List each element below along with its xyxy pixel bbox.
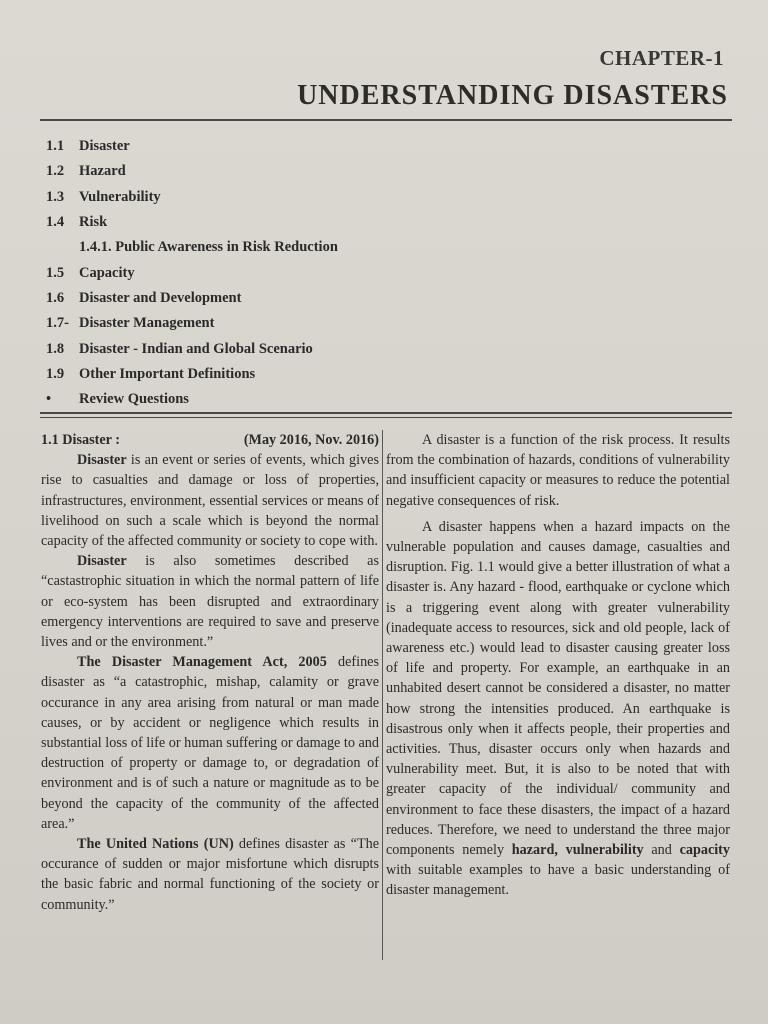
toc-title: Risk — [79, 214, 108, 231]
toc-title: Vulnerability — [79, 188, 161, 205]
keyword-vulnerability: vulnerability — [565, 842, 644, 859]
paragraph-text: defines disaster as “a catastrophic, mishap, calamity or grave occurance in any area arising from natural or man made causes, or by accident or negligence which results in substantial loss of life or human suffering or damage to and destruction of property or damage to, or degradation of environment and is of such a nature or magnitude as to be beyond the capacity of the community of the affected area.” — [41, 654, 379, 832]
toc-number: 1.3 — [46, 188, 65, 205]
paragraph-text: defines disaster as “The occurance of sudden or major misfortune which disrupts the basic fabric and normal functioning of the society or community.” — [41, 836, 379, 913]
title-rule — [40, 119, 732, 121]
column-divider — [382, 430, 383, 960]
toc-title: Capacity — [79, 264, 135, 281]
toc-number: 1.2 — [46, 163, 65, 180]
right-column — [386, 430, 730, 901]
left-column — [41, 430, 379, 915]
toc-bullet: • — [46, 391, 52, 408]
table-of-contents — [46, 134, 736, 412]
term-bold: The United Nations (UN) — [77, 836, 234, 853]
toc-item — [46, 286, 736, 311]
toc-number: 1.4 — [46, 214, 65, 231]
term-bold: Disaster — [77, 553, 127, 570]
toc-item — [46, 159, 736, 184]
chapter-label: CHAPTER-1 — [599, 46, 724, 70]
toc-item — [46, 185, 736, 210]
toc-title: Disaster — [79, 138, 130, 155]
section-heading — [41, 430, 379, 450]
toc-number: 1.6 — [46, 289, 65, 306]
paragraph — [41, 652, 379, 834]
toc-title: Review Questions — [79, 391, 189, 408]
paragraph — [41, 834, 379, 915]
toc-number: 1.7- — [46, 315, 69, 332]
toc-bottom-rule — [40, 412, 732, 414]
toc-title: Disaster - Indian and Global Scenario — [79, 340, 313, 357]
paragraph-text: is also sometimes described as “castastrophic situation in which the normal pattern of life or eco-system has been disrupted and extraordinary emergency interventions are required to save and preserve lives and or the environment.” — [41, 553, 379, 651]
paragraph-text: with suitable examples to have a basic understanding of disaster management. — [386, 862, 730, 899]
toc-item — [46, 134, 736, 159]
toc-number: 1.1 — [46, 138, 65, 155]
toc-title: Disaster and Development — [79, 289, 242, 306]
toc-title: Disaster Management — [79, 315, 215, 332]
paragraph — [41, 450, 379, 551]
paragraph — [386, 517, 730, 901]
toc-subitem — [46, 235, 736, 260]
paragraph-text: A disaster happens when a hazard impacts on the vulnerable population and causes damage, casualties and disruption. Fig. 1.1 would give a better illustration of what a disaster is. Any hazard - flood, earthquake or cyclone which is a triggering event along with greater vulnerability (inadequate access to resources, sick and old people, lack of awareness etc.) would lead to disaster causing greater loss of life and property. For example, an earthquake in an unhabited desert cannot be considered a disaster, no matter how strong the intensities produced. An earthquake is disastrous only when it affects people, their properties and activities. Thus, disaster occurs only when hazards and vulnerability meet. But, it is also to be noted that with greater capacity of the individual/ community and environment to face these disasters, the impact of a hazard reduces. Therefore, we need to understand the three major components nemely — [386, 518, 730, 859]
paragraph: A disaster is a function of the risk process. It results from the combination of hazards, conditions of vulnerability and insufficient capacity or measures to reduce the potential negative consequences of risk. — [386, 432, 730, 509]
toc-item — [46, 311, 736, 336]
toc-title: Other Important Definitions — [79, 365, 256, 382]
conjunction-text: and — [643, 842, 680, 859]
toc-number: 1.9 — [46, 365, 65, 382]
paragraph — [41, 551, 379, 652]
paragraph-text: is an event or series of events, which gives rise to casualties and damage or loss of properties, infrastructures, environment, essential services or means of livelihood on such a scale which is beyond the normal capacity of the affected community or society to cope with. — [41, 452, 379, 550]
toc-title: 1.4.1. Public Awareness in Risk Reduction — [79, 239, 338, 256]
term-bold: The Disaster Management Act, 2005 — [77, 654, 327, 671]
toc-item — [46, 387, 736, 412]
toc-item — [46, 362, 736, 387]
toc-item — [46, 210, 736, 235]
section-exam-dates: (May 2016, Nov. 2016) — [243, 432, 379, 448]
toc-title: Hazard — [79, 163, 126, 180]
section-title: 1.1 Disaster : — [41, 432, 120, 448]
toc-item — [46, 336, 736, 361]
chapter-title: UNDERSTANDING DISASTERS — [297, 80, 728, 111]
toc-number: 1.5 — [46, 264, 65, 281]
toc-bottom-rule-thin — [40, 417, 732, 418]
keyword-capacity: capacity — [679, 842, 730, 859]
toc-number: 1.8 — [46, 340, 65, 357]
keyword-hazard: hazard, — [511, 842, 558, 859]
toc-item — [46, 260, 736, 285]
term-bold: Disaster — [77, 452, 127, 469]
